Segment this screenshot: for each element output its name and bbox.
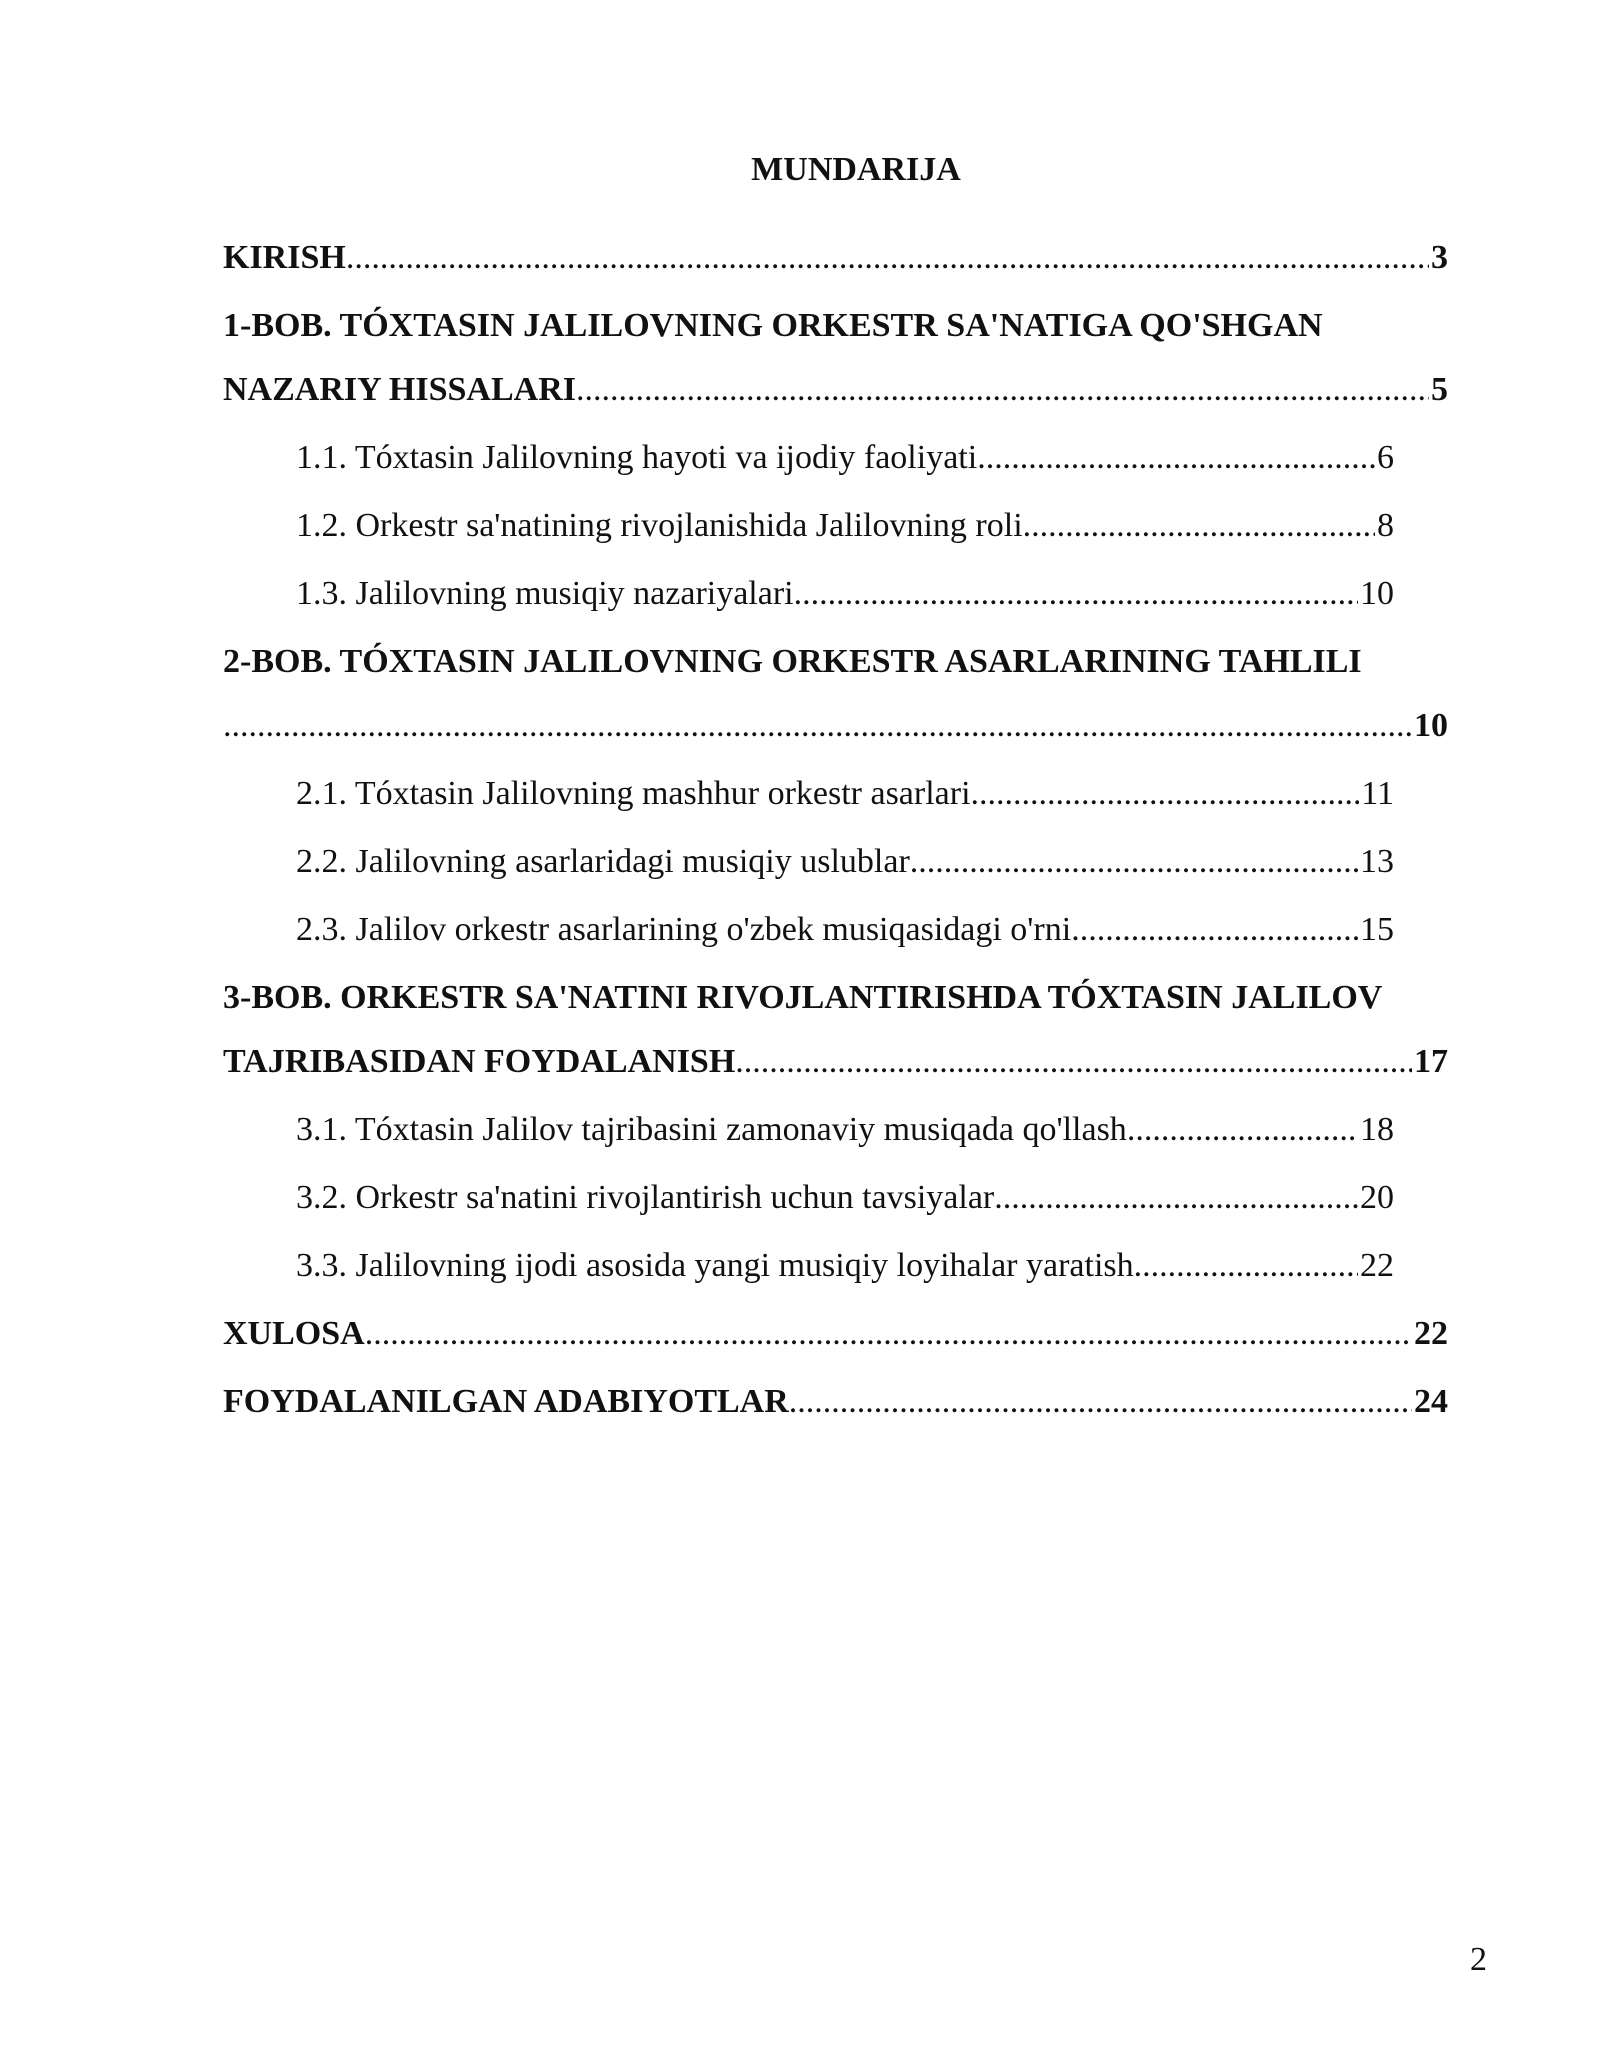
dot-leader xyxy=(735,1040,1412,1084)
dot-leader xyxy=(994,1176,1358,1220)
toc-entry-3-1[interactable] xyxy=(296,1108,1394,1152)
toc-entry-page: 11 xyxy=(1361,775,1394,812)
dot-leader xyxy=(223,704,1412,748)
toc-entry-page: 24 xyxy=(1414,1383,1448,1420)
toc-entry-label: 3.2. Orkestr sa'natini rivojlantirish uchun tavsiyalar xyxy=(296,1179,995,1216)
toc-entry-page: 13 xyxy=(1360,843,1394,880)
toc-entry-page: 22 xyxy=(1414,1315,1448,1352)
toc-entry-page: 15 xyxy=(1360,911,1394,948)
toc-entry-label: 2.1. Tóxtasin Jalilovning mashhur orkestr asarlari xyxy=(296,775,971,812)
dot-leader xyxy=(365,1312,1412,1356)
toc-entry-page: 18 xyxy=(1360,1111,1394,1148)
dot-leader xyxy=(789,1380,1412,1424)
toc-entry-adabiyotlar[interactable] xyxy=(223,1380,1448,1424)
toc-entry-page: 10 xyxy=(1414,707,1448,744)
toc-entry-label: NAZARIY HISSALARI xyxy=(223,371,576,408)
toc-entry-page: 17 xyxy=(1414,1043,1448,1080)
toc-entry-label: 1.1. Tóxtasin Jalilovning hayoti va ijodiy faoliyati xyxy=(296,439,978,476)
dot-leader xyxy=(794,572,1358,616)
toc-entry-page: 3 xyxy=(1431,239,1448,276)
dot-leader xyxy=(971,772,1360,816)
toc-entry-label: 2.2. Jalilovning asarlaridagi musiqiy uslublar xyxy=(296,843,910,880)
dot-leader xyxy=(346,236,1429,280)
toc-entry-chapter-1[interactable] xyxy=(223,304,1448,412)
toc-entry-heading: 3-BOB. ORKESTR SA'NATINI RIVOJLANTIRISHDA TÓXTASIN JALILOV xyxy=(223,979,1383,1016)
toc-entry-1-1[interactable] xyxy=(296,436,1394,480)
toc-entry-label: FOYDALANILGAN ADABIYOTLAR xyxy=(223,1383,789,1420)
dot-leader xyxy=(977,436,1375,480)
dot-leader xyxy=(910,840,1358,884)
page-number: 2 xyxy=(1470,1941,1487,1978)
toc-entry-page: 10 xyxy=(1360,575,1394,612)
dot-leader xyxy=(1023,504,1375,548)
toc-entry-page: 8 xyxy=(1377,507,1394,544)
toc-entry-1-2[interactable] xyxy=(296,504,1394,548)
toc-entry-page: 22 xyxy=(1360,1247,1394,1284)
toc-entry-2-2[interactable] xyxy=(296,840,1394,884)
toc-entry-2-3[interactable] xyxy=(296,908,1394,952)
dot-leader xyxy=(1071,908,1358,952)
toc-entry-label: 3.3. Jalilovning ijodi asosida yangi musiqiy loyihalar yaratish xyxy=(296,1247,1134,1284)
toc-entry-heading: 1-BOB. TÓXTASIN JALILOVNING ORKESTR SA'NATIGA QO'SHGAN xyxy=(223,307,1323,344)
toc-entry-chapter-2[interactable] xyxy=(223,640,1448,748)
toc-entry-3-3[interactable] xyxy=(296,1244,1394,1288)
dot-leader xyxy=(1134,1244,1358,1288)
toc-entry-chapter-3[interactable] xyxy=(223,976,1448,1084)
toc-entry-kirish[interactable] xyxy=(223,236,1448,280)
toc-entry-label: 1.3. Jalilovning musiqiy nazariyalari xyxy=(296,575,794,612)
toc-entry-2-1[interactable] xyxy=(296,772,1394,816)
toc-entry-label: 3.1. Tóxtasin Jalilov tajribasini zamonaviy musiqada qo'llash xyxy=(296,1111,1127,1148)
toc-entry-label: KIRISH xyxy=(223,239,346,276)
toc-entry-1-3[interactable] xyxy=(296,572,1394,616)
toc-entry-heading: 2-BOB. TÓXTASIN JALILOVNING ORKESTR ASARLARINING TAHLILI xyxy=(223,643,1362,680)
toc-entry-page: 6 xyxy=(1377,439,1394,476)
toc-entry-page: 20 xyxy=(1360,1179,1394,1216)
toc-entry-label: XULOSA xyxy=(223,1315,365,1352)
page-title: MUNDARIJA xyxy=(751,151,961,188)
toc-entry-xulosa[interactable] xyxy=(223,1312,1448,1356)
toc-entry-label: 1.2. Orkestr sa'natining rivojlanishida Jalilovning roli xyxy=(296,507,1023,544)
toc-entry-label: TAJRIBASIDAN FOYDALANISH xyxy=(223,1043,736,1080)
dot-leader xyxy=(1127,1108,1358,1152)
toc-entry-label: 2.3. Jalilov orkestr asarlarining o'zbek musiqasidagi o'rni xyxy=(296,911,1072,948)
dot-leader xyxy=(576,368,1429,412)
toc-entry-page: 5 xyxy=(1431,371,1448,408)
toc-entry-3-2[interactable] xyxy=(296,1176,1394,1220)
